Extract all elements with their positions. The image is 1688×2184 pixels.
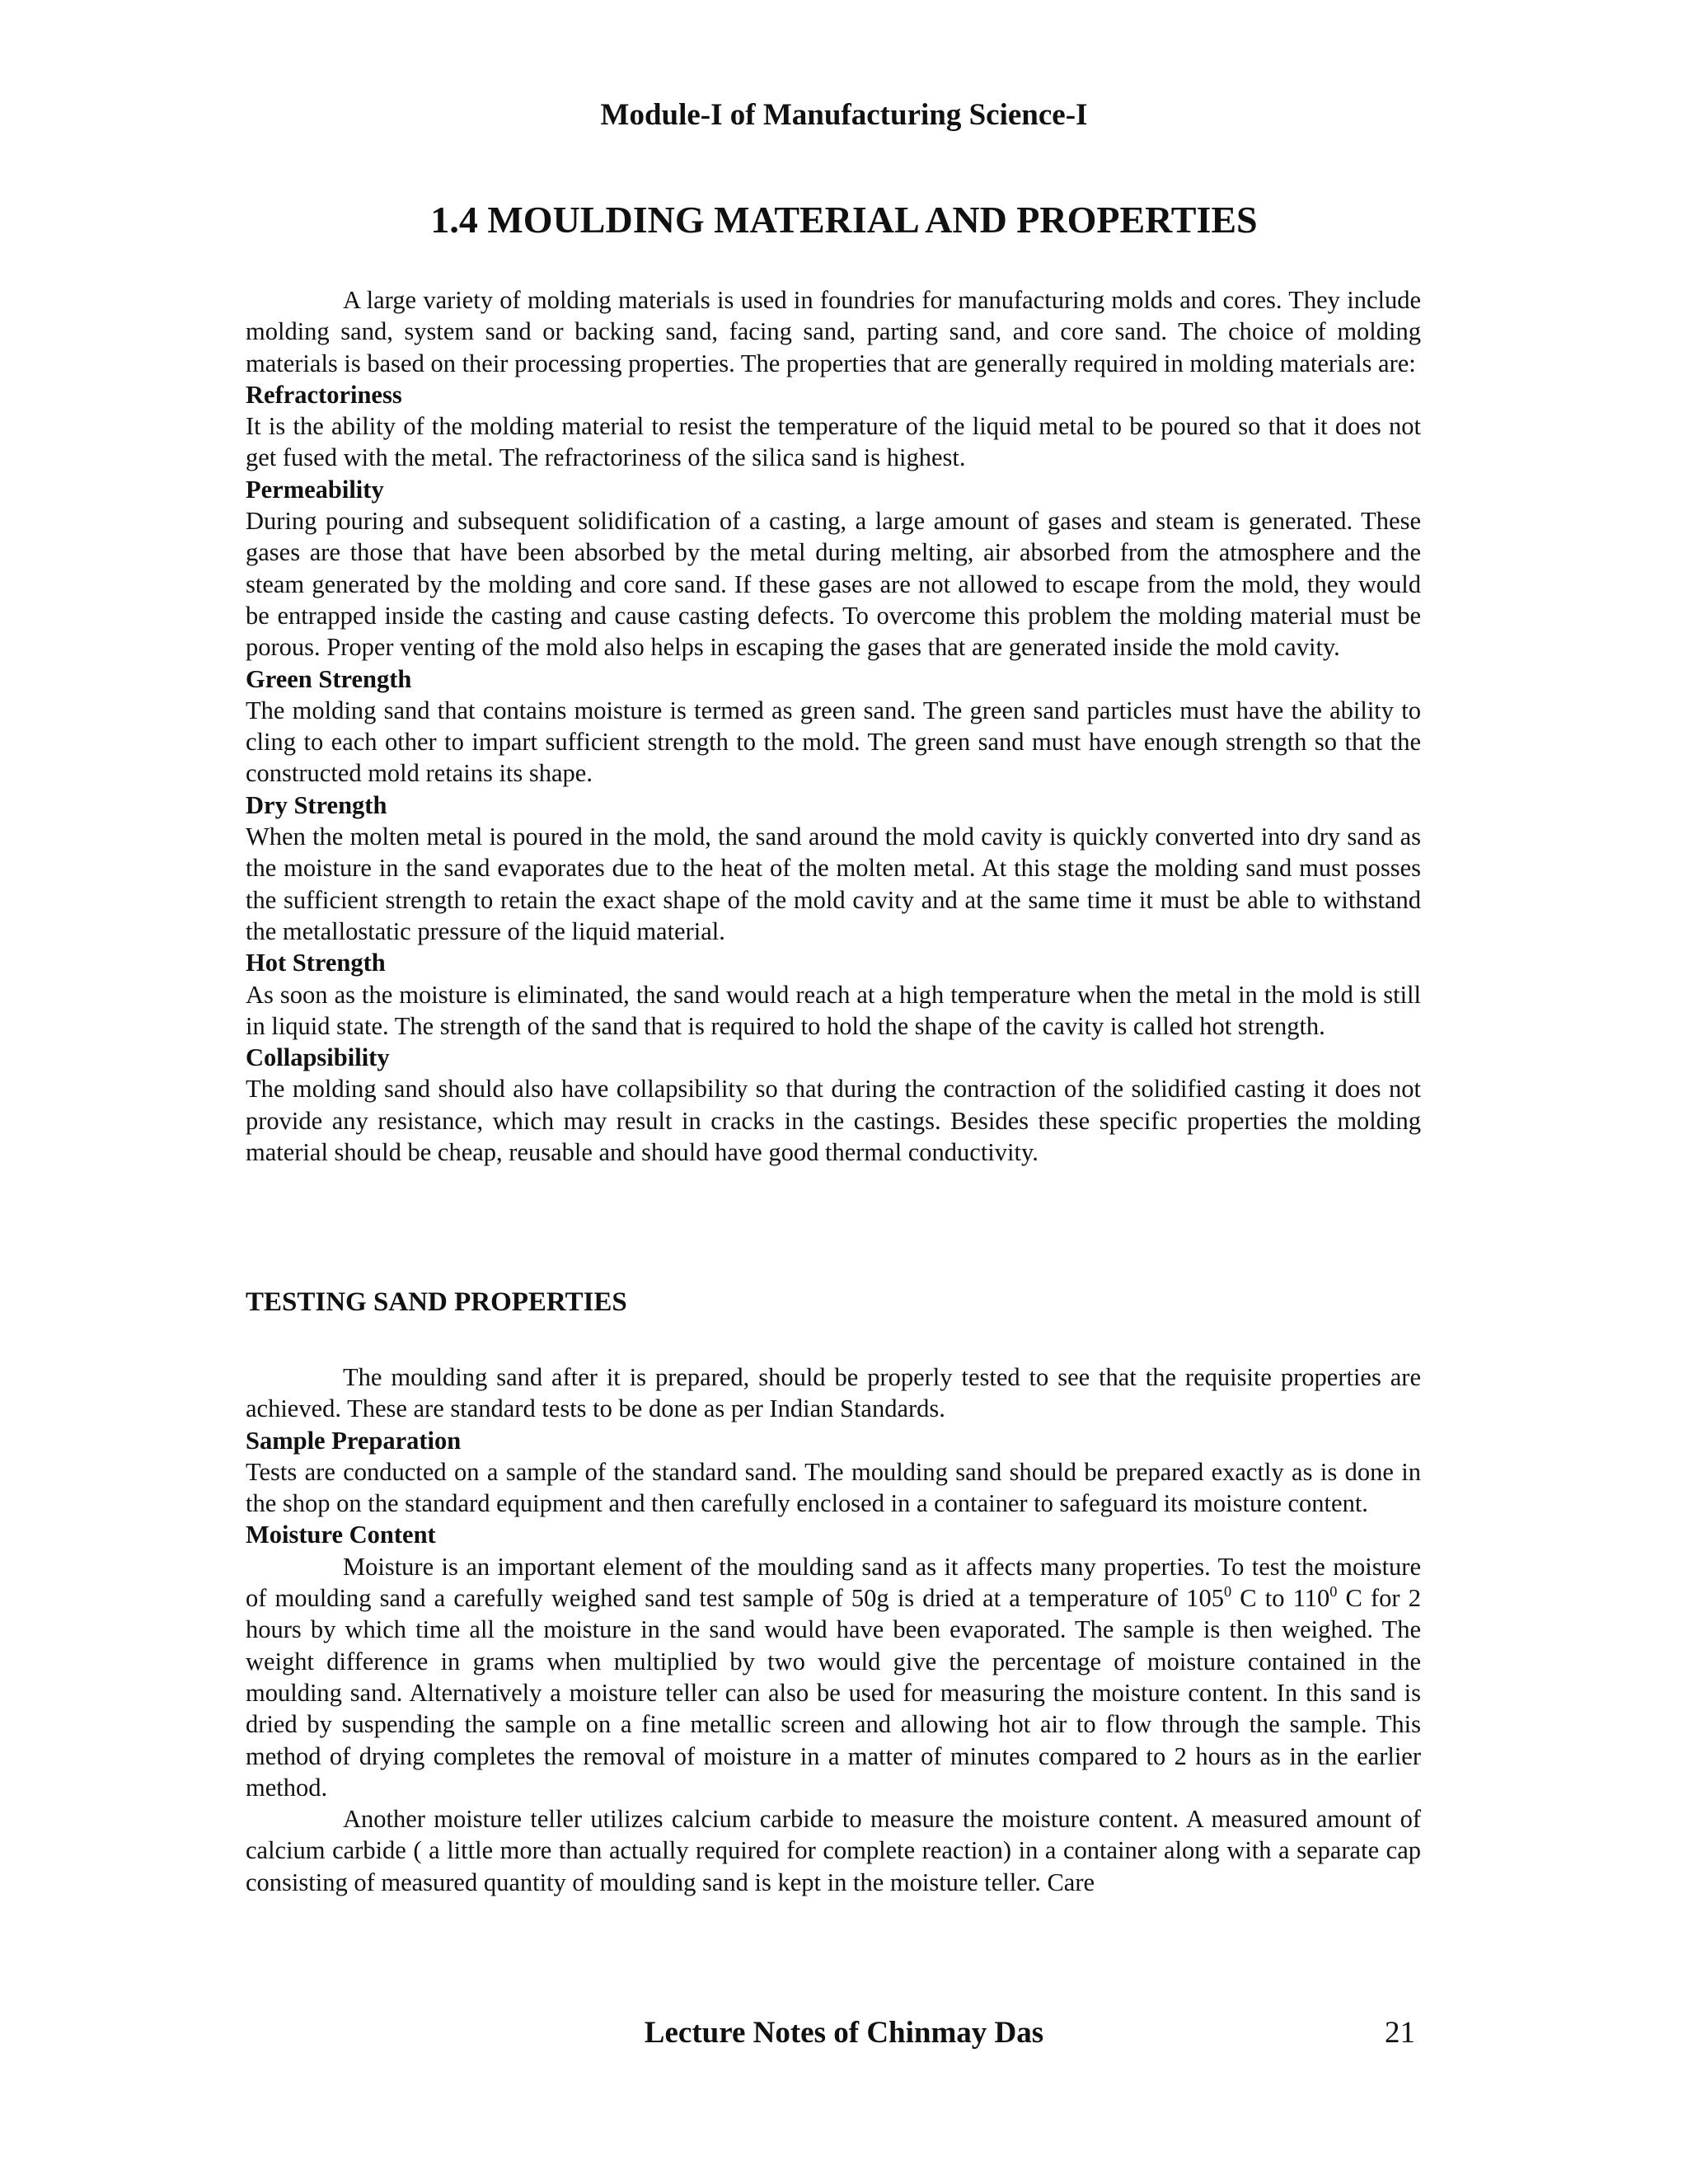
moisture-text-a: Moisture is an important element of the moulding sand as it affects many properties. To test the moisture of moulding sand a carefully weighed sand test sample of 50g is dried at a temperature of 105: [246, 1552, 1421, 1613]
moisture-text-c: C for 2 hours by which time all the moisture in the sand would have been evaporated. The sample is then weighed. The weight difference in grams when multiplied by two would give the percentage of moisture contained in the moulding sand. Alternatively a moisture teller can also be used for measuring the moisture content. In this sand is dried by suspending the sample on a fine metallic screen and allowing hot air to flow through the sample. This method of drying completes the removal of moisture in a matter of minutes compared to 2 hours as in the earlier method.: [246, 1584, 1421, 1802]
sample-preparation-text: Tests are conducted on a sample of the standard sand. The moulding sand should be prepared exactly as is done in the shop on the standard equipment and then carefully enclosed in a container to safeguard its moisture content.: [246, 1457, 1421, 1518]
properties-section: [246, 284, 1421, 1168]
property-heading-refractoriness: Refractoriness: [246, 380, 402, 409]
property-text-green-strength: The molding sand that contains moisture is termed as green sand. The green sand particles must have the ability to cling to each other to impart sufficient strength to the mold. The green sand must have enough strength so that the constructed mold retains its shape.: [246, 696, 1421, 788]
page-number: 21: [1385, 2016, 1415, 2050]
testing-heading: TESTING SAND PROPERTIES: [246, 1287, 627, 1317]
property-heading-dry-strength: Dry Strength: [246, 790, 387, 819]
property-text-collapsibility: The molding sand should also have collapsibility so that during the contraction of the solidified casting it does not provide any resistance, which may result in cracks in the castings. Besides these specific properties the molding material should be cheap, reusable and should have good thermal conductivity.: [246, 1075, 1421, 1167]
property-heading-hot-strength: Hot Strength: [246, 949, 386, 977]
degree-superscript: 0: [1224, 1583, 1232, 1601]
degree-superscript: 0: [1329, 1583, 1338, 1601]
moisture-content-heading: Moisture Content: [246, 1521, 436, 1549]
property-text-hot-strength: As soon as the moisture is eliminated, the sand would reach at a high temperature when the metal in the mold is still in liquid state. The strength of the sand that is required to hold the shape of the cavity is called hot strength.: [246, 980, 1421, 1040]
moisture-paragraph-1: [246, 1551, 1421, 1803]
section-title: 1.4 MOULDING MATERIAL AND PROPERTIES: [430, 199, 1258, 241]
page-footer: Lecture Notes of Chinmay Das: [644, 2016, 1044, 2050]
sample-preparation-heading: Sample Preparation: [246, 1426, 462, 1455]
property-text-dry-strength: When the molten metal is poured in the mold, the sand around the mold cavity is quickly converted into dry sand as the moisture in the sand evaporates due to the heat of the molten metal. At this stage the molding sand must posses the sufficient strength to retain the exact shape of the mold cavity and at the same time it must be able to withstand the metallostatic pressure of the liquid material.: [246, 823, 1421, 945]
property-heading-permeability: Permeability: [246, 475, 384, 504]
intro-paragraph: A large variety of molding materials is used in foundries for manufacturing molds and cores. They include molding sand, system sand or backing sand, facing sand, parting sand, and core sand. The choice of molding materials is based on their processing properties. The properties that are generally required in molding materials are:: [246, 286, 1421, 377]
property-text-refractoriness: It is the ability of the molding material to resist the temperature of the liquid metal to be poured so that it does not get fused with the metal. The refractoriness of the silica sand is highest.: [246, 412, 1421, 472]
moisture-paragraph-2: Another moisture teller utilizes calcium carbide to measure the moisture content. A measured amount of calcium carbide ( a little more than actually required for complete reaction) in a container along with a separate cap consisting of measured quantity of moulding sand is kept in the moisture teller. Care: [246, 1805, 1421, 1896]
property-text-permeability: During pouring and subsequent solidification of a casting, a large amount of gases and steam is generated. These gases are those that have been absorbed by the metal during melting, air absorbed from the atmosphere and the steam generated by the molding and core sand. If these gases are not allowed to escape from the mold, they would be entrapped inside the casting and cause casting defects. To overcome this problem the molding material must be porous. Proper venting of the mold also helps in escaping the gases that are generated inside the mold cavity.: [246, 507, 1421, 662]
property-heading-green-strength: Green Strength: [246, 664, 412, 693]
page-header: Module-I of Manufacturing Science-I: [600, 98, 1088, 132]
testing-section: [246, 1361, 1421, 1898]
moisture-text-b: C to 110: [1231, 1584, 1330, 1613]
property-heading-collapsibility: Collapsibility: [246, 1043, 390, 1072]
testing-intro-paragraph: The moulding sand after it is prepared, should be properly tested to see that the requisite properties are achieved. These are standard tests to be done as per Indian Standards.: [246, 1363, 1421, 1423]
